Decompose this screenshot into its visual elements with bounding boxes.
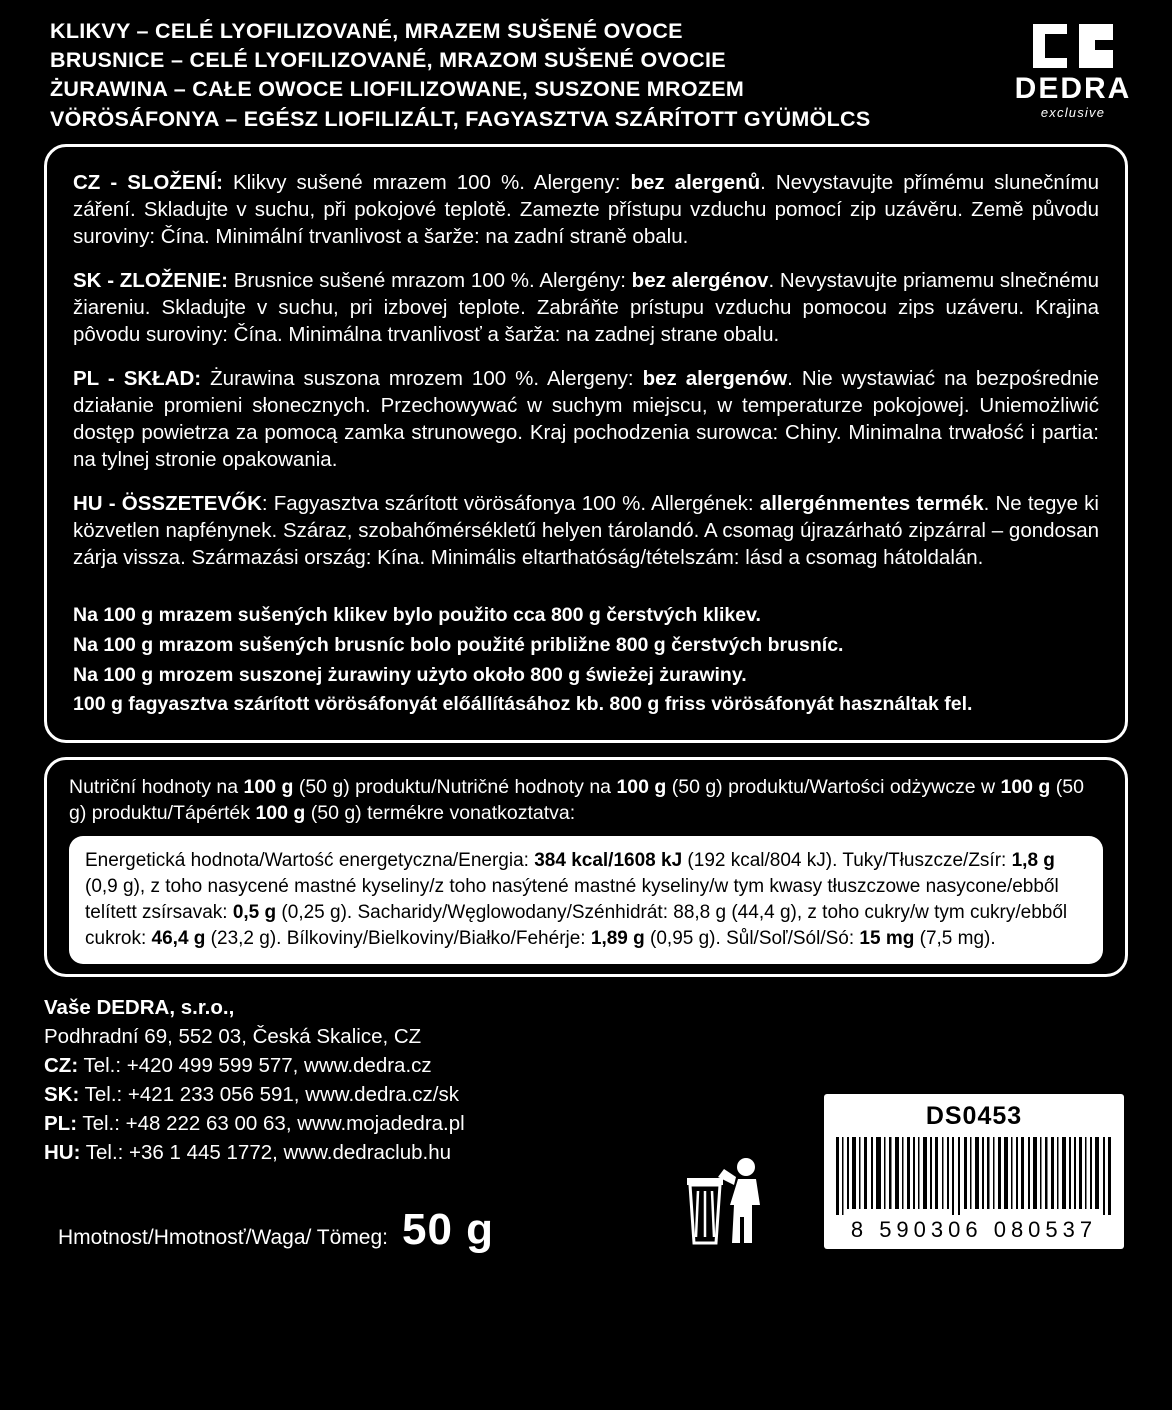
nutrition-heading-4: (50 g) produktu/Tápérték [69, 775, 1084, 825]
contact-cz-text: Tel.: +420 499 599 577, www.dedra.cz [78, 1053, 432, 1077]
net-weight [58, 1205, 494, 1255]
net-weight-value: 50 g [402, 1204, 495, 1254]
contact-sk-text: Tel.: +421 233 056 591, www.dedra.cz/sk [79, 1082, 459, 1106]
ingredients-cz-text-1: Klikvy sušené mrazem 100 %. Alergeny: [222, 170, 631, 194]
ingredients-pl-label: PL - SKŁAD: [73, 367, 202, 391]
ingredients-pl [73, 365, 1099, 473]
company-name: Vaše DEDRA, s.r.o., [44, 995, 235, 1019]
header [0, 0, 1172, 132]
nutrition-fat-value: 1,8 g [1011, 850, 1055, 872]
nutrition-protein-paren: (0,95 g). [644, 927, 727, 949]
barcode-digits: 8 590306 080537 [850, 1216, 1098, 1242]
nutrition-protein-label: Bílkoviny/Bielkoviny/Białko/Fehérje: [286, 927, 591, 949]
nutrition-heading-b3: 100 g [1000, 775, 1051, 798]
contact-hu-country: HU: [44, 1141, 81, 1165]
product-title-cz: KLIKVY – CELÉ LYOFILIZOVANÉ, MRAZEM SUŠENÉ OVOCE [50, 19, 683, 43]
contact-cz-country: CZ: [44, 1053, 79, 1077]
nutrition-heading-5: (50 g) termékre vonatkoztatva: [305, 802, 576, 825]
ingredients-hu-allergen: allergénmentes termék [759, 492, 984, 516]
usage-ratio-pl: Na 100 g mrozem suszonej żurawiny użyto około 800 g świeżej żurawiny. [73, 663, 747, 686]
ingredients-hu [73, 490, 1099, 571]
nutrition-sat-paren: (0,25 g). [276, 901, 358, 923]
company-address: Podhradní 69, 552 03, Česká Skalice, CZ [44, 1024, 422, 1048]
nutrition-carb-paren: (23,2 g). [205, 927, 287, 949]
ingredients-cz [73, 169, 1099, 250]
nutrition-sat-label: z toho nasycené mastné kyseliny/z toho nasýtené mastné kyseliny/w tym kwasy tłuszczowe nasycone/ebből telített zsírsavak: [85, 876, 1059, 923]
brand-tagline: exclusive [1040, 105, 1106, 120]
product-title-block [50, 14, 871, 132]
barcode-block [824, 1094, 1124, 1249]
nutrition-salt-value: 15 mg [859, 927, 915, 949]
nutrition-heading-3: (50 g) produktu/Wartości odżywcze w [666, 775, 1001, 798]
product-title-pl: ŻURAWINA – CAŁE OWOCE LIOFILIZOWANE, SUSZONE MROZEM [50, 77, 745, 102]
ingredients-hu-text-1: : Fagyasztva szárított vörösáfonya 100 %. Allergének: [261, 492, 760, 516]
nutrition-heading [69, 774, 1103, 826]
contact-cz [44, 1051, 1128, 1080]
ingredients-hu-label: HU - ÖSSZETEVŐK [73, 492, 262, 516]
ingredients-cz-allergen: bez alergenů [630, 170, 761, 194]
ingredients-sk-label: SK - ZLOŽENIE: [73, 269, 228, 293]
nutrition-fat-label: Tuky/Tłuszcze/Zsír: [842, 850, 1012, 872]
contact-pl-country: PL: [44, 1111, 78, 1135]
dedra-logo-icon [1027, 20, 1119, 72]
product-title-hu: VÖRÖSÁFONYA – EGÉSZ LIOFILIZÁLT, FAGYASZTVA SZÁRÍTOTT GYÜMÖLCS [50, 106, 871, 131]
ingredients-cz-label: CZ - SLOŽENÍ: [73, 170, 223, 194]
usage-ratio-hu: 100 g fagyasztva szárított vörösáfonyát előállításához kb. 800 g friss vörösáfonyát használtak fel. [73, 693, 973, 716]
nutrition-fat-paren: (0,9 g), [85, 876, 151, 898]
ingredients-sk-text-1: Brusnice sušené mrazom 100 %. Alergény: [227, 269, 632, 293]
nutrition-heading-b2: 100 g [616, 775, 667, 798]
product-title-sk: BRUSNICE – CELÉ LYOFILIZOVANÉ, MRAZOM SUŠENÉ OVOCIE [50, 48, 726, 73]
barcode-bars-icon [834, 1137, 1114, 1215]
contact-sk-country: SK: [44, 1082, 80, 1106]
ingredients-box [44, 144, 1128, 743]
footer [44, 993, 1128, 1263]
nutrition-values [69, 836, 1103, 963]
ingredients-cz-text-2: . Nevystavujte přímému slunečnímu záření. Skladujte v suchu, při pokojové teplotě. Zamezte přístupu vzduchu pomocí zip uzávěru. Země původu suroviny: Čína. Minimální trvanlivost a šarže: na zadní straně obalu. [73, 170, 1099, 248]
ingredients-pl-text-2: . Nie wystawiać na bezpośrednie działanie promieni słonecznych. Przechowywać w suchym miejscu, w temperaturze pokojowej. Uniemożliwić dostęp powietrza za pomocą zamka strunowego. Kraj pochodzenia surowca: Chiny. Minimalna trwałość i partia: na tylnej stronie opakowania. [73, 367, 1100, 472]
brand-logo [998, 14, 1148, 120]
usage-ratio-cz: Na 100 g mrazem sušených klikev bylo použito cca 800 g čerstvých klikev. [73, 604, 761, 627]
nutrition-heading-2: (50 g) produktu/Nutričné hodnoty na [293, 775, 617, 798]
nutrition-box [44, 757, 1128, 977]
ingredients-pl-text-1: Żurawina suszona mrozem 100 %. Alergeny: [201, 367, 643, 391]
product-code: DS0453 [925, 1101, 1023, 1130]
nutrition-heading-b4: 100 g [255, 802, 306, 825]
contact-pl-text: Tel.: +48 222 63 00 63, www.mojadedra.pl [77, 1111, 465, 1135]
nutrition-carb-label: Sacharidy/Węglowodany/Szénhidrát: 88,8 g (44,4 g), z toho cukry/w tym cukry/ebből cukrok: [85, 901, 1068, 949]
contact-hu-text: Tel.: +36 1 445 1772, www.dedraclub.hu [80, 1141, 452, 1165]
nutrition-heading-b1: 100 g [243, 775, 294, 798]
nutrition-carb-value: 46,4 g [151, 927, 206, 949]
nutrition-energy-paren: (192 kcal/804 kJ). [682, 850, 843, 872]
waste-bin-icon [684, 1155, 780, 1247]
ingredients-sk-allergen: bez alergénov [631, 269, 769, 293]
usage-ratio-block [73, 601, 1099, 720]
ingredients-sk-text-2: . Nevystavujte priamemu slnečnému žiareniu. Skladujte v suchu, pri izbovej teplote. Zabráňte prístupu vzduchu pomocou zips uzáveru. Krajina pôvodu suroviny: Čína. Minimálna trvanlivosť a šarža: na zadnej strane obalu. [73, 269, 1099, 347]
nutrition-sat-value: 0,5 g [232, 901, 277, 923]
nutrition-energy-label: Energetická hodnota/Wartość energetyczna/Energia: [85, 850, 535, 872]
nutrition-heading-1: Nutriční hodnoty na [69, 775, 244, 798]
nutrition-protein-value: 1,89 g [590, 927, 645, 949]
ingredients-sk [73, 267, 1099, 348]
nutrition-energy-value: 384 kcal/1608 kJ [534, 850, 683, 872]
net-weight-label: Hmotnost/Hmotnosť/Waga/ Tömeg: [58, 1225, 389, 1249]
usage-ratio-sk: Na 100 g mrazom sušených brusníc bolo použité približne 800 g čerstvých brusníc. [73, 634, 844, 657]
nutrition-salt-label: Sůl/Soľ/Sól/Só: [726, 927, 860, 949]
ingredients-hu-text-2: . Ne tegye ki közvetlen napfénynek. Száraz, szobahőmérsékletű helyen tárolandó. A csomag újrazárható zipzárral – gondosan zárja vissza. Származási ország: Kína. Minimális eltarthatóság/tételszám: lásd a csomag hátoldalán. [73, 492, 1099, 570]
ingredients-pl-allergen: bez alergenów [642, 367, 788, 391]
brand-name: DEDRA [1014, 72, 1132, 105]
nutrition-salt-paren: (7,5 mg). [914, 927, 996, 949]
